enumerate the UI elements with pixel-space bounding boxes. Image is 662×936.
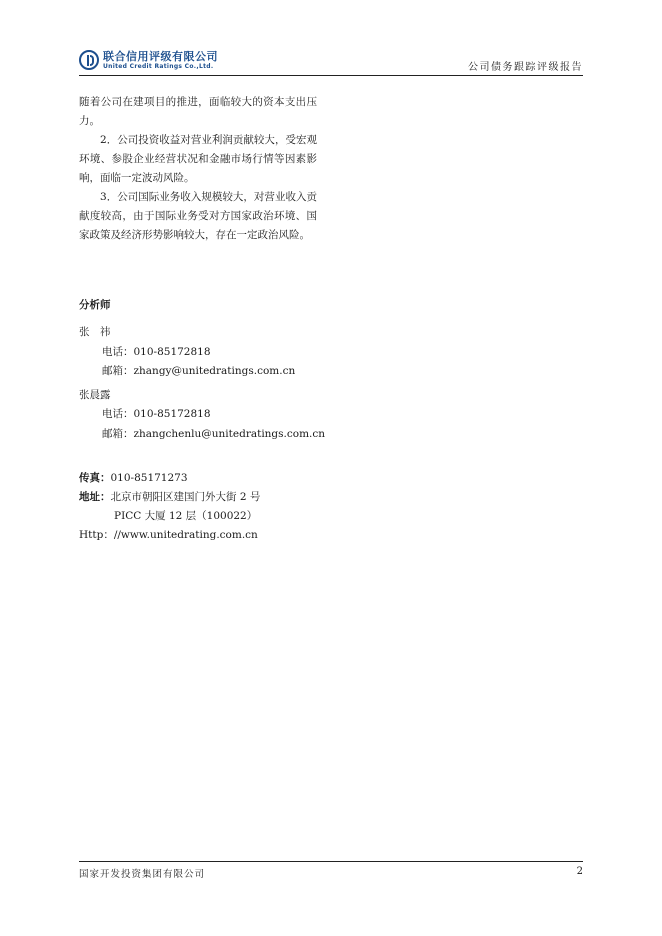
- footer-divider: [79, 861, 583, 862]
- analyst-phone: 电话：010-85172818: [102, 346, 211, 358]
- analyst-email: 邮箱：zhangy@unitedratings.com.cn: [102, 365, 296, 377]
- analyst-phone: 电话：010-85172818: [102, 408, 211, 420]
- risk-paragraph-1: 随着公司在建项目的推进，面临较大的资本支出压力。: [79, 96, 317, 127]
- address-label: 地址：: [79, 491, 111, 503]
- logo-english-name: United Credit Ratings Co.,Ltd.: [103, 62, 214, 70]
- logo-chinese-name: 联合信用评级有限公司: [103, 49, 218, 63]
- address-line-1: 北京市朝阳区建国门外大街 2 号: [110, 491, 261, 503]
- company-logo: [79, 50, 218, 70]
- fax-line: [79, 471, 188, 485]
- address-line-2: PICC 大厦 12 层（100022）: [114, 510, 258, 522]
- risk-paragraph-3: 3．公司国际业务收入规模较大，对营业收入贡献度较高，由于国际业务受对方国家政治环境、国家政策及经济形势影响较大，存在一定政治风险。: [79, 191, 317, 241]
- analyst-email: 邮箱：zhangchenlu@unitedratings.com.cn: [102, 428, 326, 440]
- logo-emblem-icon: [79, 50, 99, 70]
- analyst-heading: 分析师: [79, 299, 111, 311]
- website-link[interactable]: Http：//www.unitedrating.com.cn: [79, 529, 258, 541]
- address-line: [79, 490, 260, 504]
- analyst-name: 张晨露: [79, 389, 111, 401]
- fax-value: 010-85171273: [110, 472, 188, 484]
- page-number: 2: [576, 866, 583, 877]
- analyst-name: 张 祎: [79, 326, 111, 338]
- footer-company: 国家开发投资集团有限公司: [79, 869, 206, 880]
- risk-paragraph-2: 2．公司投资收益对营业利润贡献较大，受宏观环境、参股企业经营状况和金融市场行情等因素影响，面临一定波动风险。: [79, 134, 317, 184]
- header-divider: [79, 75, 583, 76]
- fax-label: 传真：: [79, 472, 111, 484]
- page-header: [79, 48, 583, 76]
- report-title: 公司债务跟踪评级报告: [468, 62, 583, 73]
